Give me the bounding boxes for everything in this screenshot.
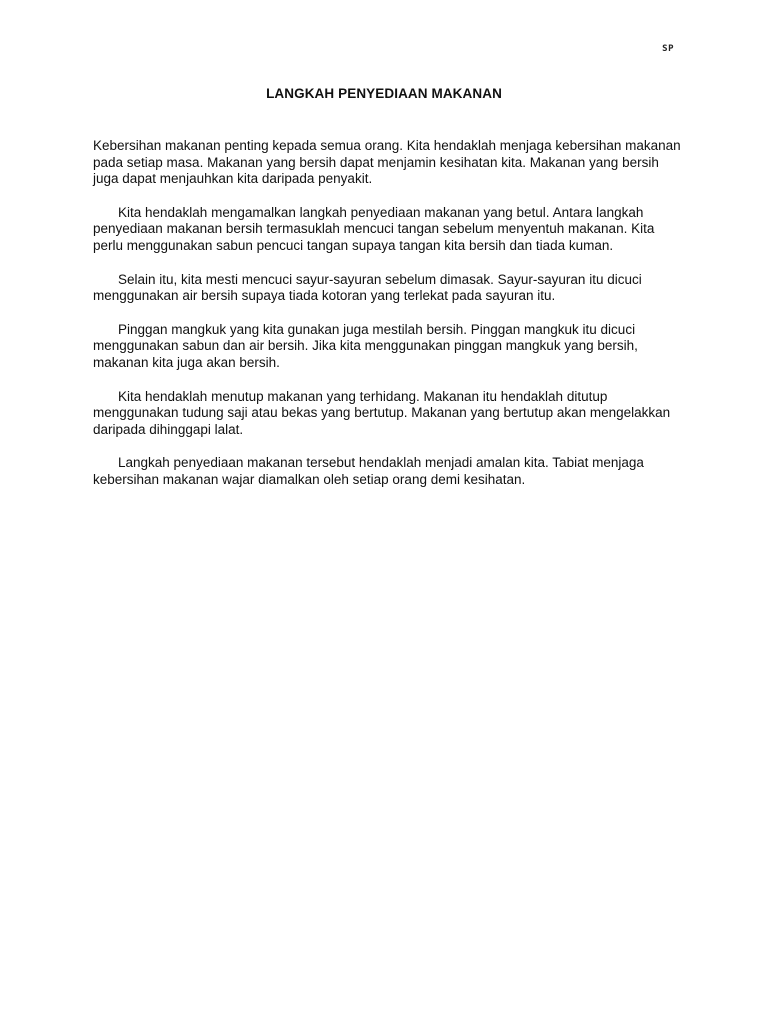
paragraph-dishes: Pinggan mangkuk yang kita gunakan juga mestilah bersih. Pinggan mangkuk itu dicuci menggunakan sabun dan air bersih. Jika kita menggunakan pinggan mangkuk yang bersih, makanan kita juga akan bersih. <box>93 321 638 370</box>
paragraph-hand-washing: Kita hendaklah mengamalkan langkah penyediaan makanan yang betul. Antara langkah penyediaan makanan bersih termasuklah mencuci tangan sebelum menyentuh makanan. Kita perlu menggunakan sabun pencuci tangan supaya tangan kita bersih dan tiada kuman. <box>93 204 655 253</box>
document-body <box>93 138 685 506</box>
document-title: LANGKAH PENYEDIAAN MAKANAN <box>266 86 502 101</box>
paragraph-cover-food: Kita hendaklah menutup makanan yang terhidang. Makanan itu hendaklah ditutup menggunakan tudung saji atau bekas yang bertutup. Makanan yang bertutup akan mengelakkan daripada dihinggapi lalat. <box>93 388 671 437</box>
paragraph-conclusion: Langkah penyediaan makanan tersebut hendaklah menjadi amalan kita. Tabiat menjaga kebersihan makanan wajar diamalkan oleh setiap orang demi kesihatan. <box>93 455 644 487</box>
page-mark: SP <box>662 44 674 54</box>
paragraph-intro: Kebersihan makanan penting kepada semua orang. Kita hendaklah menjaga kebersihan makanan pada setiap masa. Makanan yang bersih dapat menjamin kesihatan kita. Makanan yang bersih juga dapat menjauhkan kita daripada penyakit. <box>93 138 681 187</box>
paragraph-vegetables: Selain itu, kita mesti mencuci sayur-sayuran sebelum dimasak. Sayur-sayuran itu dicuci menggunakan air bersih supaya tiada kotoran yang terlekat pada sayuran itu. <box>93 271 642 304</box>
